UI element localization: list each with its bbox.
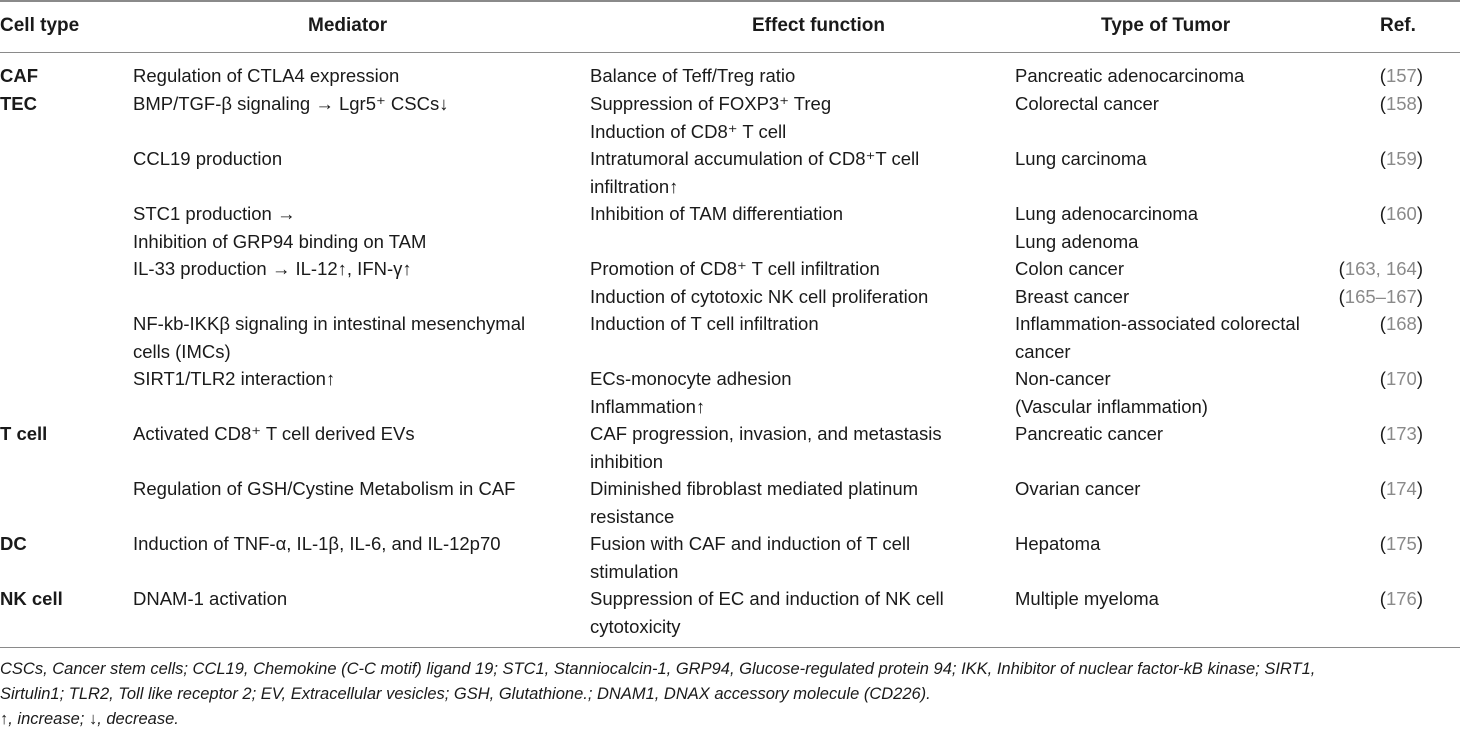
tumor-text: Non-cancer <box>1015 368 1111 389</box>
reference-number[interactable]: 174 <box>1385 478 1417 499</box>
reference-number[interactable]: 158 <box>1385 93 1417 114</box>
header-ref: Ref. <box>1380 15 1416 36</box>
tumor-text: Colorectal cancer <box>1015 93 1159 114</box>
tumor-text: Pancreatic cancer <box>1015 423 1164 444</box>
tumor-text: Inflammation-associated colorectal <box>1015 313 1300 334</box>
mediator-text: cells (IMCs) <box>133 340 231 362</box>
header-cell-type: Cell type <box>0 15 80 36</box>
reference-number[interactable]: 173 <box>1385 423 1417 444</box>
mediator-text: Induction of TNF-α, IL-1β, IL-6, and IL-12p70 <box>133 533 501 554</box>
effect-text: cytotoxicity <box>590 615 681 637</box>
effect-text: Promotion of CD8⁺ T cell infiltration <box>590 258 880 279</box>
tumor-text: cancer <box>1015 340 1071 362</box>
reference-citation: (168) <box>1379 313 1423 334</box>
effect-text: Suppression of EC and induction of NK cell <box>590 588 944 609</box>
reference-number[interactable]: 175 <box>1385 533 1417 554</box>
reference-number[interactable]: 176 <box>1385 588 1417 609</box>
cell-type: TEC <box>0 93 37 114</box>
table-top-rule <box>0 0 1460 2</box>
mediator-text: Activated CD8⁺ T cell derived EVs <box>133 423 415 444</box>
mediator-text: CCL19 production <box>133 148 283 169</box>
mediator-text: IL-33 production → IL-12↑, IFN-γ↑ <box>133 258 412 279</box>
effect-text: Balance of Teff/Treg ratio <box>590 65 796 86</box>
tumor-text: Lung adenoma <box>1015 230 1139 252</box>
reference-citation: (170) <box>1379 368 1423 389</box>
tumor-text: Ovarian cancer <box>1015 478 1141 499</box>
reference-citation: (160) <box>1379 203 1423 224</box>
effect-text: Induction of T cell infiltration <box>590 313 819 334</box>
reference-number[interactable]: 159 <box>1385 148 1417 169</box>
reference-number[interactable]: 163, 164 <box>1344 258 1417 279</box>
tumor-text: Pancreatic adenocarcinoma <box>1015 65 1245 86</box>
mediator-text: STC1 production → <box>133 203 296 224</box>
reference-number[interactable]: 160 <box>1385 203 1417 224</box>
tumor-text: (Vascular inflammation) <box>1015 395 1208 417</box>
tumor-text: Breast cancer <box>1015 285 1130 307</box>
effect-text: Diminished fibroblast mediated platinum <box>590 478 919 499</box>
reference-citation: (163, 164) <box>1338 258 1423 279</box>
tumor-text: Lung adenocarcinoma <box>1015 203 1199 224</box>
effect-text: stimulation <box>590 560 679 582</box>
reference-citation: (174) <box>1379 478 1423 499</box>
mediator-text: BMP/TGF-β signaling → Lgr5⁺ CSCs↓ <box>133 93 449 114</box>
mediator-text: Regulation of CTLA4 expression <box>133 65 400 86</box>
effect-text: Suppression of FOXP3⁺ Treg <box>590 93 832 114</box>
cell-type: DC <box>0 533 27 554</box>
mediator-text: Regulation of GSH/Cystine Metabolism in CAF <box>133 478 516 499</box>
reference-number[interactable]: 170 <box>1385 368 1417 389</box>
effect-text: ECs-monocyte adhesion <box>590 368 792 389</box>
reference-citation: (175) <box>1379 533 1423 554</box>
effect-text: CAF progression, invasion, and metastasis <box>590 423 942 444</box>
effect-text: inhibition <box>590 450 664 472</box>
reference-citation: (157) <box>1379 65 1423 86</box>
effect-text: Inhibition of TAM differentiation <box>590 203 843 224</box>
effect-text: infiltration↑ <box>590 175 679 197</box>
cell-type: CAF <box>0 65 39 86</box>
tumor-text: Lung carcinoma <box>1015 148 1147 169</box>
cell-type: NK cell <box>0 588 63 609</box>
effect-text: Induction of cytotoxic NK cell proliferation <box>590 285 929 307</box>
mediator-text: Inhibition of GRP94 binding on TAM <box>133 230 427 252</box>
reference-citation: (176) <box>1379 588 1423 609</box>
tumor-text: Colon cancer <box>1015 258 1125 279</box>
reference-number[interactable]: 168 <box>1385 313 1417 334</box>
footnote-abbreviations-1: CSCs, Cancer stem cells; CCL19, Chemokine (C-C motif) ligand 19; STC1, Stanniocalcin-1, GRP94, Glucose-regulated protein 94; IKK, Inhibitor of nuclear factor-kB kinase; SIRT1, <box>0 660 1316 678</box>
effect-text: Inflammation↑ <box>590 395 706 417</box>
effect-text: resistance <box>590 505 675 527</box>
table-bottom-rule <box>0 647 1460 648</box>
effect-text: Fusion with CAF and induction of T cell <box>590 533 911 554</box>
reference-citation: (173) <box>1379 423 1423 444</box>
table-header-rule <box>0 52 1460 53</box>
header-type-of-tumor: Type of Tumor <box>1101 15 1231 36</box>
reference-citation: (158) <box>1379 93 1423 114</box>
footnote-arrows: ↑, increase; ↓, decrease. <box>0 710 179 728</box>
header-mediator: Mediator <box>308 15 388 36</box>
reference-citation: (159) <box>1379 148 1423 169</box>
mediator-text: DNAM-1 activation <box>133 588 288 609</box>
effect-text: Intratumoral accumulation of CD8⁺T cell <box>590 148 920 169</box>
reference-number[interactable]: 165–167 <box>1344 285 1417 307</box>
footnote-abbreviations-2: Sirtulin1; TLR2, Toll like receptor 2; EV, Extracellular vesicles; GSH, Glutathione.; DNAM1, DNAX accessory molecule (CD226). <box>0 685 931 703</box>
reference-citation: (165–167) <box>1338 285 1423 307</box>
tumor-text: Multiple myeloma <box>1015 588 1159 609</box>
reference-number[interactable]: 157 <box>1385 65 1417 86</box>
header-effect-function: Effect function <box>752 15 885 36</box>
tumor-text: Hepatoma <box>1015 533 1101 554</box>
mediator-text: SIRT1/TLR2 interaction↑ <box>133 368 336 389</box>
mediator-text: NF-kb-IKKβ signaling in intestinal mesenchymal <box>133 313 526 334</box>
effect-text: Induction of CD8⁺ T cell <box>590 120 787 142</box>
cell-type: T cell <box>0 423 48 444</box>
